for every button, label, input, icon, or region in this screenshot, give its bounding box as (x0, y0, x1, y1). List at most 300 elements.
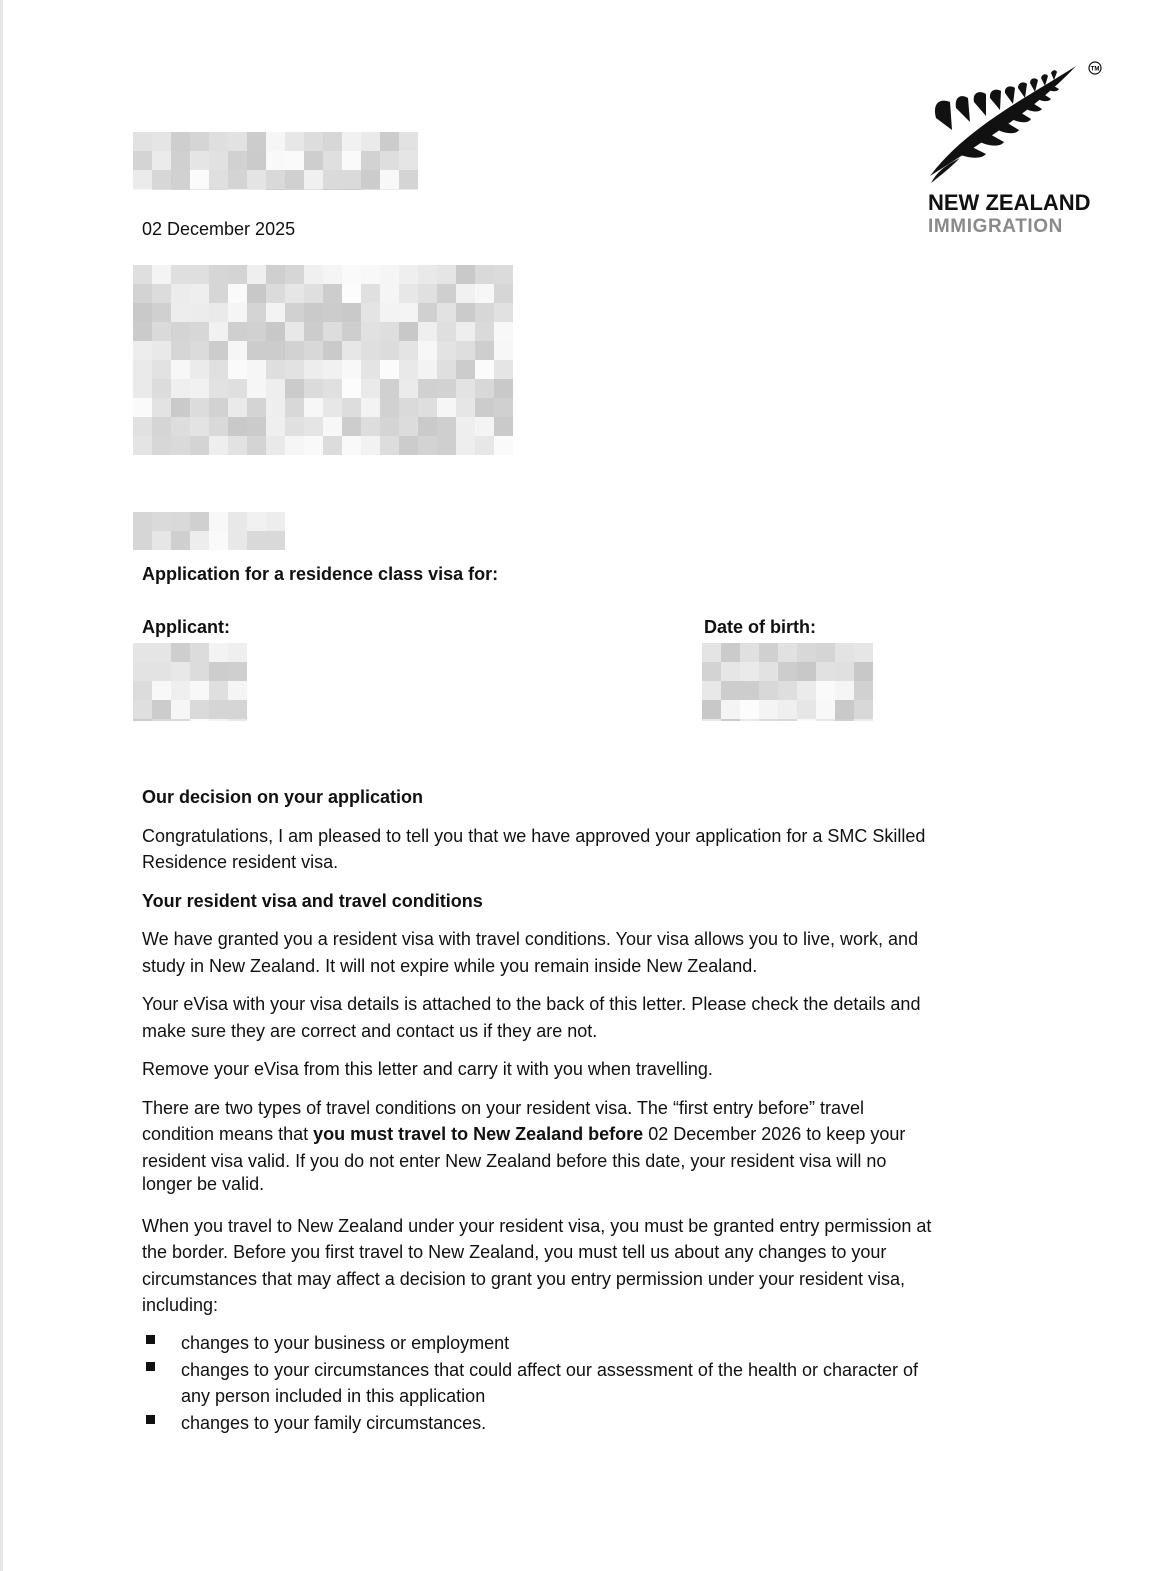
nz-immigration-logo (926, 58, 1106, 243)
bullet-item-continued: any person included in this application (181, 1386, 486, 1406)
redaction-cell (418, 341, 437, 360)
redaction-cell (285, 341, 304, 360)
redaction-cell (152, 151, 171, 170)
redaction-cell (247, 512, 266, 531)
redaction-cell (228, 341, 247, 360)
redaction-cell (285, 151, 304, 170)
redaction-cell (266, 189, 285, 190)
redaction-cell (266, 512, 285, 531)
redaction-cell (171, 284, 190, 303)
redaction-cell (304, 189, 323, 190)
redaction-cell (759, 700, 778, 719)
redaction-cell (380, 189, 399, 190)
redaction-cell (759, 719, 778, 721)
redaction-cell (228, 700, 247, 719)
redaction-cell (380, 132, 399, 151)
redaction-cell (816, 700, 835, 719)
paragraph-line (142, 1121, 905, 1148)
dob-label: Date of birth: (704, 617, 816, 637)
redaction-cell (323, 132, 342, 151)
redaction-cell (816, 681, 835, 700)
redaction-cell (361, 322, 380, 341)
redaction-cell (247, 322, 266, 341)
redaction-cell (152, 719, 171, 721)
redaction-cell (171, 360, 190, 379)
subject-line: Application for a residence class visa for: (142, 564, 499, 584)
redaction-cell (171, 719, 190, 721)
redaction-cell (285, 398, 304, 417)
decision-heading: Our decision on your application (142, 787, 424, 807)
redaction-cell (399, 189, 418, 190)
redaction-cell (152, 436, 171, 455)
redaction-cell (228, 360, 247, 379)
redaction-cell (304, 379, 323, 398)
redaction-cell (228, 132, 247, 151)
redaction-cell (228, 265, 247, 284)
redaction-cell (380, 322, 399, 341)
redaction-cell (209, 531, 228, 550)
redaction-cell (702, 681, 721, 700)
redaction-cell (323, 398, 342, 417)
redaction-cell (266, 417, 285, 436)
bullet-icon (146, 1362, 155, 1371)
redaction-cell (399, 132, 418, 151)
redaction-cell (171, 341, 190, 360)
redaction-cell (323, 436, 342, 455)
redaction-cell (152, 700, 171, 719)
redaction-cell (304, 284, 323, 303)
redaction-cell (494, 284, 513, 303)
redaction-cell (266, 322, 285, 341)
redaction-cell (171, 322, 190, 341)
redaction-cell (247, 436, 266, 455)
emphasis-text: you must travel to New Zealand before (313, 1124, 644, 1144)
redaction-cell (228, 303, 247, 322)
text: condition means that (142, 1124, 314, 1144)
redaction-cell (854, 700, 873, 719)
redaction-cell (437, 265, 456, 284)
redaction-cell (456, 417, 475, 436)
redaction-cell (494, 341, 513, 360)
redaction-cell (190, 398, 209, 417)
redacted-dob (702, 643, 873, 721)
redaction-cell (285, 379, 304, 398)
redaction-cell (171, 531, 190, 550)
silver-fern-icon (926, 58, 1106, 188)
redaction-cell (418, 322, 437, 341)
redaction-cell (152, 170, 171, 189)
redaction-cell (190, 643, 209, 662)
redaction-cell (266, 379, 285, 398)
redaction-cell (133, 360, 152, 379)
redaction-cell (171, 379, 190, 398)
redaction-cell (285, 189, 304, 190)
redaction-cell (740, 719, 759, 721)
redaction-cell (133, 643, 152, 662)
redaction-cell (456, 303, 475, 322)
redaction-cell (399, 284, 418, 303)
redaction-cell (323, 170, 342, 189)
redaction-cell (190, 719, 209, 721)
applicant-label: Applicant: (142, 617, 230, 637)
redaction-cell (171, 398, 190, 417)
redaction-cell (209, 379, 228, 398)
redaction-cell (418, 284, 437, 303)
redaction-cell (152, 417, 171, 436)
decision-line: Congratulations, I am pleased to tell you that we have approved your application for a SMC Skilled (142, 826, 926, 846)
redaction-cell (304, 303, 323, 322)
redaction-cell (152, 681, 171, 700)
redaction-cell (361, 436, 380, 455)
redaction-cell (816, 643, 835, 662)
redaction-cell (437, 360, 456, 379)
redaction-cell (171, 151, 190, 170)
redaction-cell (854, 643, 873, 662)
redaction-cell (380, 151, 399, 170)
redaction-cell (228, 151, 247, 170)
paragraph-line: When you travel to New Zealand under your resident visa, you must be granted entry permission at (142, 1216, 932, 1236)
redaction-cell (342, 360, 361, 379)
redaction-cell (437, 284, 456, 303)
redaction-cell (247, 379, 266, 398)
logo-line1: NEW ZEALAND (928, 190, 1091, 215)
redaction-cell (835, 643, 854, 662)
bullet-item: changes to your business or employment (181, 1333, 510, 1353)
redaction-cell (285, 303, 304, 322)
redaction-cell (835, 662, 854, 681)
redaction-cell (437, 379, 456, 398)
redaction-cell (285, 265, 304, 284)
redaction-cell (304, 170, 323, 189)
redaction-cell (133, 132, 152, 151)
paragraph-line: make sure they are correct and contact us if they are not. (142, 1021, 598, 1041)
redaction-cell (854, 681, 873, 700)
redaction-cell (209, 398, 228, 417)
redaction-cell (759, 662, 778, 681)
redaction-cell (380, 284, 399, 303)
redaction-cell (702, 643, 721, 662)
redaction-cell (171, 170, 190, 189)
redaction-cell (797, 681, 816, 700)
redaction-cell (152, 265, 171, 284)
redaction-cell (816, 662, 835, 681)
redaction-cell (171, 303, 190, 322)
redaction-cell (209, 341, 228, 360)
redaction-cell (247, 189, 266, 190)
redaction-cell (437, 341, 456, 360)
page-edge (0, 0, 3, 1571)
redaction-cell (266, 132, 285, 151)
redaction-cell (361, 303, 380, 322)
redaction-cell (342, 303, 361, 322)
redaction-cell (133, 700, 152, 719)
redaction-cell (342, 436, 361, 455)
redaction-cell (266, 398, 285, 417)
redaction-cell (361, 151, 380, 170)
logo-line2: IMMIGRATION (928, 216, 1064, 237)
redaction-cell (133, 303, 152, 322)
redaction-cell (475, 360, 494, 379)
redaction-cell (228, 379, 247, 398)
redaction-cell (342, 417, 361, 436)
paragraph-line: longer be valid. (142, 1174, 265, 1194)
redaction-cell (399, 398, 418, 417)
redaction-cell (171, 417, 190, 436)
redaction-cell (152, 398, 171, 417)
redaction-cell (759, 681, 778, 700)
redaction-cell (171, 132, 190, 151)
redaction-cell (190, 322, 209, 341)
redaction-cell (285, 417, 304, 436)
redaction-cell (133, 170, 152, 189)
redaction-cell (209, 512, 228, 531)
redaction-cell (437, 398, 456, 417)
paragraph-line: We have granted you a resident visa with travel conditions. Your visa allows you to live, work, and (142, 929, 919, 949)
redaction-cell (721, 643, 740, 662)
redaction-cell (152, 379, 171, 398)
redaction-cell (399, 265, 418, 284)
redaction-cell (266, 170, 285, 189)
redaction-cell (228, 681, 247, 700)
redaction-cell (152, 360, 171, 379)
redaction-cell (190, 189, 209, 190)
redaction-cell (209, 662, 228, 681)
redaction-cell (285, 436, 304, 455)
redaction-cell (304, 436, 323, 455)
redaction-cell (266, 265, 285, 284)
redaction-cell (854, 662, 873, 681)
redaction-cell (797, 700, 816, 719)
redaction-cell (285, 360, 304, 379)
redaction-cell (361, 189, 380, 190)
redaction-cell (228, 170, 247, 189)
redaction-cell (228, 531, 247, 550)
redaction-cell (266, 531, 285, 550)
redaction-cell (475, 303, 494, 322)
redaction-cell (456, 265, 475, 284)
redaction-cell (209, 151, 228, 170)
redaction-cell (835, 681, 854, 700)
redaction-cell (361, 132, 380, 151)
letter-date: 02 December 2025 (142, 219, 296, 239)
redaction-cell (778, 719, 797, 721)
redaction-cell (418, 436, 437, 455)
redaction-cell (171, 643, 190, 662)
redaction-cell (740, 700, 759, 719)
redaction-cell (456, 284, 475, 303)
redaction-cell (342, 398, 361, 417)
redaction-cell (475, 265, 494, 284)
redaction-cell (228, 189, 247, 190)
redaction-cell (323, 379, 342, 398)
redaction-cell (323, 284, 342, 303)
redaction-cell (342, 151, 361, 170)
redaction-cell (342, 284, 361, 303)
redaction-cell (361, 341, 380, 360)
redaction-cell (133, 265, 152, 284)
redaction-cell (228, 436, 247, 455)
redaction-cell (342, 170, 361, 189)
redaction-cell (418, 360, 437, 379)
redaction-cell (228, 284, 247, 303)
redaction-cell (399, 322, 418, 341)
redaction-cell (209, 132, 228, 151)
redaction-cell (361, 398, 380, 417)
redaction-cell (475, 436, 494, 455)
redaction-cell (380, 417, 399, 436)
redaction-cell (171, 436, 190, 455)
redaction-cell (475, 417, 494, 436)
redaction-cell (456, 322, 475, 341)
trademark-mark: TM (1090, 66, 1100, 73)
redaction-cell (323, 417, 342, 436)
redaction-cell (171, 662, 190, 681)
redacted-address (133, 265, 513, 455)
redaction-cell (702, 719, 721, 721)
redaction-cell (190, 681, 209, 700)
redaction-cell (323, 265, 342, 284)
redaction-cell (304, 322, 323, 341)
redaction-cell (475, 379, 494, 398)
redaction-cell (209, 681, 228, 700)
redaction-cell (323, 303, 342, 322)
redaction-cell (380, 379, 399, 398)
redaction-cell (456, 436, 475, 455)
redaction-cell (361, 417, 380, 436)
redaction-cell (209, 643, 228, 662)
redaction-cell (152, 303, 171, 322)
redaction-cell (190, 132, 209, 151)
redaction-cell (778, 700, 797, 719)
redaction-cell (133, 398, 152, 417)
redaction-cell (133, 531, 152, 550)
redaction-cell (152, 284, 171, 303)
redaction-cell (247, 341, 266, 360)
redaction-cell (323, 360, 342, 379)
redaction-cell (778, 643, 797, 662)
redaction-cell (475, 322, 494, 341)
redaction-cell (133, 436, 152, 455)
redaction-cell (721, 700, 740, 719)
redaction-cell (133, 512, 152, 531)
redaction-cell (399, 151, 418, 170)
redaction-cell (721, 719, 740, 721)
redaction-cell (190, 303, 209, 322)
redaction-cell (190, 284, 209, 303)
redaction-cell (835, 700, 854, 719)
redaction-cell (342, 265, 361, 284)
redacted-applicant (133, 643, 247, 721)
redaction-cell (228, 719, 247, 721)
redaction-cell (854, 719, 873, 721)
redaction-cell (721, 681, 740, 700)
redaction-cell (399, 170, 418, 189)
redaction-cell (266, 341, 285, 360)
redaction-cell (304, 398, 323, 417)
redaction-cell (494, 303, 513, 322)
redaction-cell (133, 662, 152, 681)
redaction-cell (247, 132, 266, 151)
redaction-cell (418, 265, 437, 284)
redaction-cell (228, 643, 247, 662)
redaction-cell (209, 265, 228, 284)
redaction-cell (247, 417, 266, 436)
redaction-cell (266, 284, 285, 303)
redaction-cell (361, 284, 380, 303)
bullet-icon (146, 1335, 155, 1344)
redaction-cell (247, 284, 266, 303)
redaction-cell (456, 398, 475, 417)
redaction-cell (133, 417, 152, 436)
redaction-cell (190, 417, 209, 436)
redaction-cell (304, 151, 323, 170)
redaction-cell (209, 360, 228, 379)
redaction-cell (285, 284, 304, 303)
redaction-cell (361, 379, 380, 398)
redaction-cell (152, 643, 171, 662)
redaction-cell (266, 436, 285, 455)
redaction-cell (133, 681, 152, 700)
bullet-icon (146, 1415, 155, 1424)
redaction-cell (285, 170, 304, 189)
redaction-cell (133, 322, 152, 341)
redacted-salutation (133, 512, 285, 550)
redaction-cell (456, 379, 475, 398)
redaction-cell (266, 360, 285, 379)
redaction-cell (209, 189, 228, 190)
redaction-cell (323, 151, 342, 170)
redaction-cell (399, 303, 418, 322)
redaction-cell (171, 189, 190, 190)
redaction-cell (380, 265, 399, 284)
redaction-cell (740, 662, 759, 681)
redaction-cell (494, 436, 513, 455)
redaction-cell (171, 265, 190, 284)
redaction-cell (247, 303, 266, 322)
bullet-item: changes to your family circumstances. (181, 1413, 487, 1433)
redaction-cell (247, 398, 266, 417)
redaction-cell (190, 341, 209, 360)
redaction-cell (323, 322, 342, 341)
redaction-cell (133, 719, 152, 721)
redaction-cell (133, 379, 152, 398)
redaction-cell (171, 700, 190, 719)
paragraph-line: the border. Before you first travel to New Zealand, you must tell us about any changes to your (142, 1242, 887, 1262)
conditions-heading: Your resident visa and travel conditions (142, 891, 483, 911)
redaction-cell (209, 170, 228, 189)
redaction-cell (778, 662, 797, 681)
redaction-cell (323, 341, 342, 360)
redaction-cell (418, 303, 437, 322)
redaction-cell (759, 643, 778, 662)
redaction-cell (437, 436, 456, 455)
redaction-cell (816, 719, 835, 721)
redaction-cell (152, 512, 171, 531)
redaction-cell (247, 151, 266, 170)
redaction-cell (190, 360, 209, 379)
redaction-cell (209, 322, 228, 341)
redaction-cell (418, 417, 437, 436)
redaction-cell (152, 341, 171, 360)
redaction-cell (304, 341, 323, 360)
redaction-cell (475, 284, 494, 303)
paragraph-line: Your eVisa with your visa details is attached to the back of this letter. Please check the details and (142, 994, 921, 1014)
redaction-cell (399, 360, 418, 379)
redaction-cell (342, 322, 361, 341)
redaction-cell (228, 662, 247, 681)
text: 02 December 2026 to keep your (643, 1124, 906, 1144)
redaction-cell (361, 170, 380, 189)
